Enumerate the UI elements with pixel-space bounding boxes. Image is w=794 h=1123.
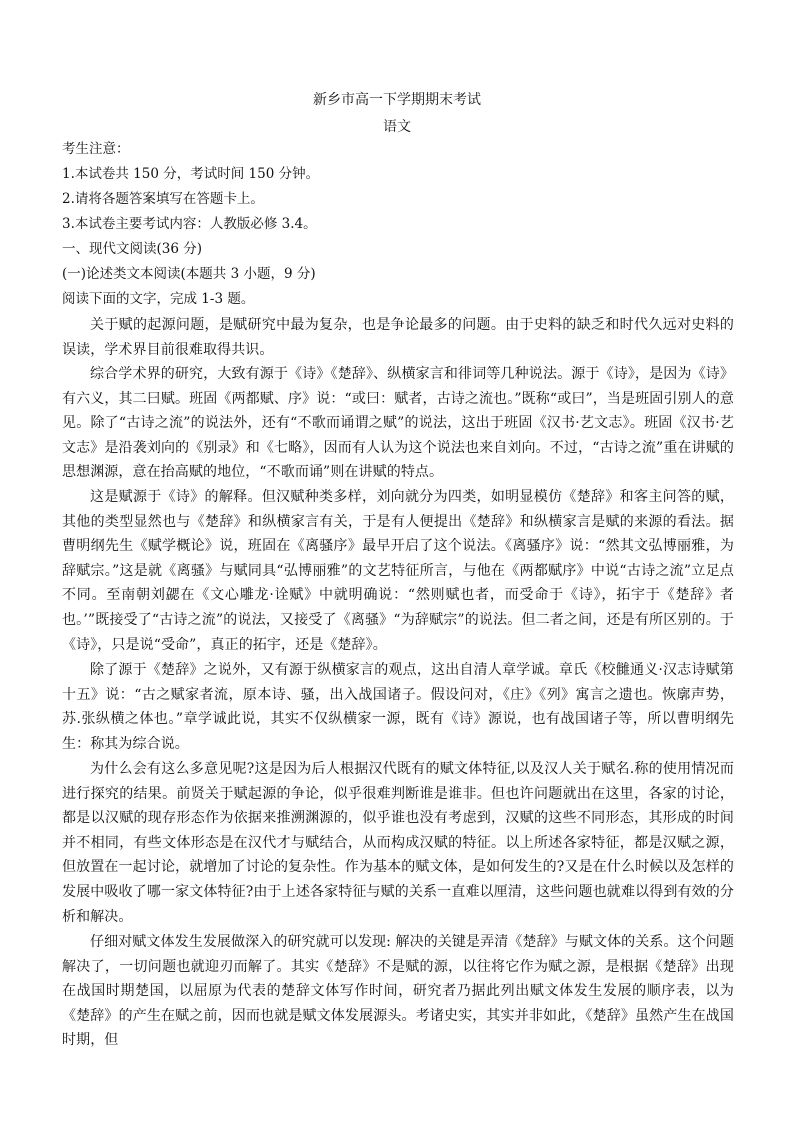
note-item: 1.本试卷共 150 分，考试时间 150 分钟。 bbox=[62, 166, 320, 182]
reading-instruction: 阅读下面的文字，完成 1-3 题。 bbox=[62, 291, 255, 307]
subject-title: 语文 bbox=[383, 119, 411, 135]
notes-heading: 考生注意： bbox=[62, 141, 130, 157]
note-item: 3.本试卷主要考试内容：人教版必修 3.4。 bbox=[62, 216, 317, 232]
section-subheading: (一)论述类文本阅读(本题共 3 小题，9 分) bbox=[62, 266, 316, 282]
passage-paragraph: 为什么会有这么多意见呢?这是因为后人根据汉代既有的赋文体特征,以及汉人关于赋名.称的使用情况而进行探究的结果。前贤关于赋起源的争论，似乎很难判断谁是谁非。但也许问题就出在这里，各家的讨论，都是以汉赋的现存形态作为依据来推溯渊源的，似乎谁也没有考虑到，汉赋的这些不同形态，其形成的时间并不相同，有些文体形态是在汉代才与赋结合，从而构成汉赋的特征。以上所述各家特征，都是汉赋之源，但放置在一起讨论，就增加了讨论的复杂性。作为基本的赋文体，是如何发生的?又是在什么时候以及怎样的发展中吸收了哪一家文体特征?由于上述各家特征与赋的关系一直难以厘清，这些问题也就难以得到有效的分析和解决。 bbox=[62, 761, 734, 925]
exam-title: 新乡市高一下学期期末考试 bbox=[313, 92, 481, 108]
note-item: 2.请将各题答案填写在答题卡上。 bbox=[62, 191, 264, 207]
passage-paragraph: 仔细对赋文体发生发展做深入的研究就可以发现: 解决的关键是弄清《楚辞》与赋文体的关系。这个问题解决了，一切问题也就迎刃而解了。其实《楚辞》不是赋的源，以往将它作为赋之源，是根据《楚辞》出现在战国时期楚国，以屈原为代表的楚辞文体写作时间，研究者乃据此列出赋文体发生发展的顺序表，以为《楚辞》的产生在赋之前，因而也就是赋文体发展源头。考诸史实，其实并非如此，《楚辞》虽然产生在战国时期，但 bbox=[62, 934, 734, 1049]
passage-paragraph: 关于赋的起源问题，是赋研究中最为复杂，也是争论最多的问题。由于史料的缺乏和时代久远对史料的误读，学术界目前很难取得共识。 bbox=[62, 317, 734, 358]
passage-paragraph: 综合学术界的研究，大致有源于《诗》《楚辞》、纵横家言和徘词等几种说法。源于《诗》，是因为《诗》有六义，其二曰赋。班固《两都赋、序》说：“或曰：赋者，古诗之流也。”既称“或曰”，当是班固引别人的意见。除了“古诗之流”的说法外，还有“不歌而诵谓之赋”的说法，这出于班固《汉书·艺文志》。班固《汉书·艺文志》是沿袭刘向的《别录》和《七略》，因而有人认为这个说法也来自刘向。不过，“古诗之流”重在讲赋的思想渊源，意在抬高赋的地位，“不歌而诵”则在讲赋的特点。 bbox=[62, 366, 734, 481]
section-heading: 一、现代文阅读(36 分) bbox=[62, 241, 203, 257]
passage-paragraph: 这是赋源于《诗》的解释。但汉赋种类多样，刘向就分为四类，如明显模仿《楚辞》和客主问答的赋，其他的类型显然也与《楚辞》和纵横家言有关，于是有人便提出《楚辞》和纵横家言是赋的来源的看法。据曹明纲先生《赋学概论》说，班固在《离骚序》最早开启了这个说法。《离骚序》说：“然其文弘博丽雅，为辞赋宗。”这是就《离骚》与赋同具“弘博丽雅”的文艺特征所言，与他在《两都赋序》中说“古诗之流”立足点不同。至南朝刘勰在《文心雕龙·诠赋》中就明确说：“然则赋也者，而受命于《诗》，拓宇于《楚辞》者也。’”既接受了“古诗之流”的说法，又接受了《离骚》“为辞赋宗”的说法。但二者之间，还是有所区别的。于《诗》，只是说“受命”，真正的拓宇，还是《楚辞》。 bbox=[62, 489, 734, 653]
passage-paragraph: 除了源于《楚辞》之说外，又有源于纵横家言的观点，这出自清人章学诚。章氏《校雠通义·汉志诗赋第十五》说：“古之赋家者流，原本诗、骚，出入战国诸子。假设问对，《庄》《列》寓言之遗也。恢廓声势，苏.张纵横之体也。”章学诚此说，其实不仅纵横家一源，既有《诗》源说，也有战国诸子等，所以曹明纲先生：称其为综合说。 bbox=[62, 662, 734, 752]
